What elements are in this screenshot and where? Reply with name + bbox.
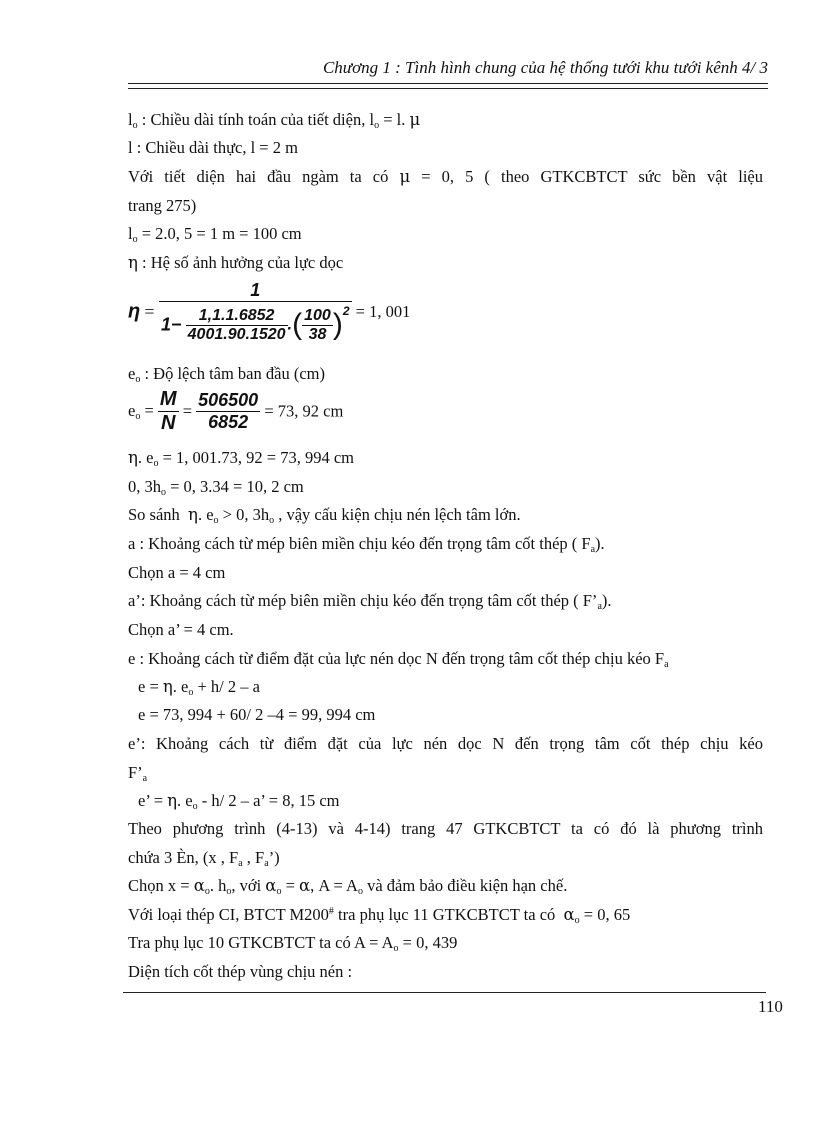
- eta-fraction: 1 1− $\frac{1,1.1.6852}{4001.90.1520}$ .( $\frac{100}{38}$ )$^2$: [161, 280, 350, 343]
- line-steel-type: Với loại thép CI, BTCT M200# tra phụ lục 11 GTKCBTCT ta có $\alpha_o = 0$, 65: [128, 905, 631, 926]
- line-a-def: a : Khoảng cách từ mép biên miền chịu kéo đến trọng tâm cốt thép ( $F_a$).: [128, 534, 605, 555]
- line-a-prime-def: a’: Khoảng cách từ mép biên miền chịu kéo đến trọng tâm cốt thép ( $F’_a$).: [128, 591, 612, 612]
- line-a-value: Chọn a = 4 cm: [128, 563, 226, 582]
- chapter-header: Chương 1 : Tình hình chung của hệ thống tưới khu tưới kênh 4/ 3: [322, 58, 768, 77]
- formula-eta: η = 1 1− $\frac{1,1.1.6852}{4001.90.1520}$ .( $\frac{100}{38}$ )$^2$ = 1, 001: [128, 280, 411, 343]
- page-number: 110: [758, 997, 783, 1016]
- line-e-formula: e = η. $e_o + h/$ 2 – a: [138, 677, 260, 698]
- line-l-def: l : Chiều dài thực, l = 2 m: [128, 138, 298, 157]
- line-e-prime-def: e’: Khoảng cách từ điểm đặt của lực nén dọc N đến trọng tâm cốt thép chịu kéo: [128, 734, 763, 753]
- line-page-ref: trang 275): [128, 196, 197, 215]
- e0-fraction-numeric: $\frac{506500}{6852}$: [198, 390, 259, 432]
- line-03h0: 0, $3h_o = 0$, 3.34 = 10, 2 cm: [128, 477, 304, 498]
- line-unknowns: chứa 3 Èn, (x , $F_a$ , $F_a$’): [128, 848, 280, 869]
- line-appendix-10: Tra phụ lục 10 GTKCBTCT ta có $A = A_o = 0$, 439: [128, 933, 458, 954]
- line-l0-value: $l_o = 2.0$, 5 = 1 m = 100 cm: [128, 224, 302, 245]
- line-e-value: e = 73, 994 + 60/ 2 –4 = 99, 994 cm: [138, 705, 376, 724]
- formula-e0: $e_o$ = $\frac{M}{N}$ = $\frac{506500}{6852}$ = 73, 92 cm: [128, 388, 344, 434]
- line-section-mu: Với tiết diện hai đầu ngàm ta có μ = 0, 5 ( theo GTKCBTCT sức bền vật liệu: [128, 167, 763, 186]
- line-e0-def: $e_o$ : Độ lệch tâm ban đầu (cm): [128, 364, 325, 385]
- line-l0-def: $l_o$ : Chiều dài tính toán của tiết diện, $l_o = l$. μ: [128, 110, 421, 131]
- header-rule-top: [128, 83, 768, 84]
- line-eta-def: η : Hệ số ảnh hưởng của lực dọc: [128, 253, 344, 272]
- header-rule-bottom: [128, 88, 768, 89]
- line-choose-x: Chọn $x = \alpha_o$. $h_o$, với $\alpha_o = \alpha$, $A = A_o$ và đảm bảo điều kiện hạn chế.: [128, 876, 568, 897]
- footer-rule: [123, 992, 766, 993]
- eta-inner-fraction: $\frac{1,1.1.6852}{4001.90.1520}$: [187, 306, 286, 343]
- line-e-prime-formula: e’ = η. $e_o - h/$ 2 – a’ = 8, 15 cm: [138, 791, 340, 812]
- eta-ratio-fraction: $\frac{100}{38}$: [304, 306, 331, 343]
- line-eta-e0: η. $e_o = 1$, 001.73, 92 = 73, 994 cm: [128, 448, 354, 469]
- line-a-prime-value: Chọn a’ = 4 cm.: [128, 620, 234, 639]
- line-e-def: e : Khoảng cách từ điểm đặt của lực nén dọc N đến trọng tâm cốt thép chịu kéo $F_a$: [128, 649, 669, 670]
- line-compression-area: Diện tích cốt thép vùng chịu nén :: [128, 962, 353, 981]
- e0-fraction-symbolic: $\frac{M}{N}$: [159, 388, 177, 434]
- line-compare: So sánh η. $e_o > 0$, $3h_o$ , vậy cấu kiện chịu nén lệch tâm lớn.: [128, 505, 521, 526]
- line-fa-prime: $F’_a$: [128, 763, 148, 784]
- line-theo-pt: Theo phương trình (4-13) và 4-14) trang 47 GTKCBTCT ta có đó là phương trình: [128, 819, 763, 838]
